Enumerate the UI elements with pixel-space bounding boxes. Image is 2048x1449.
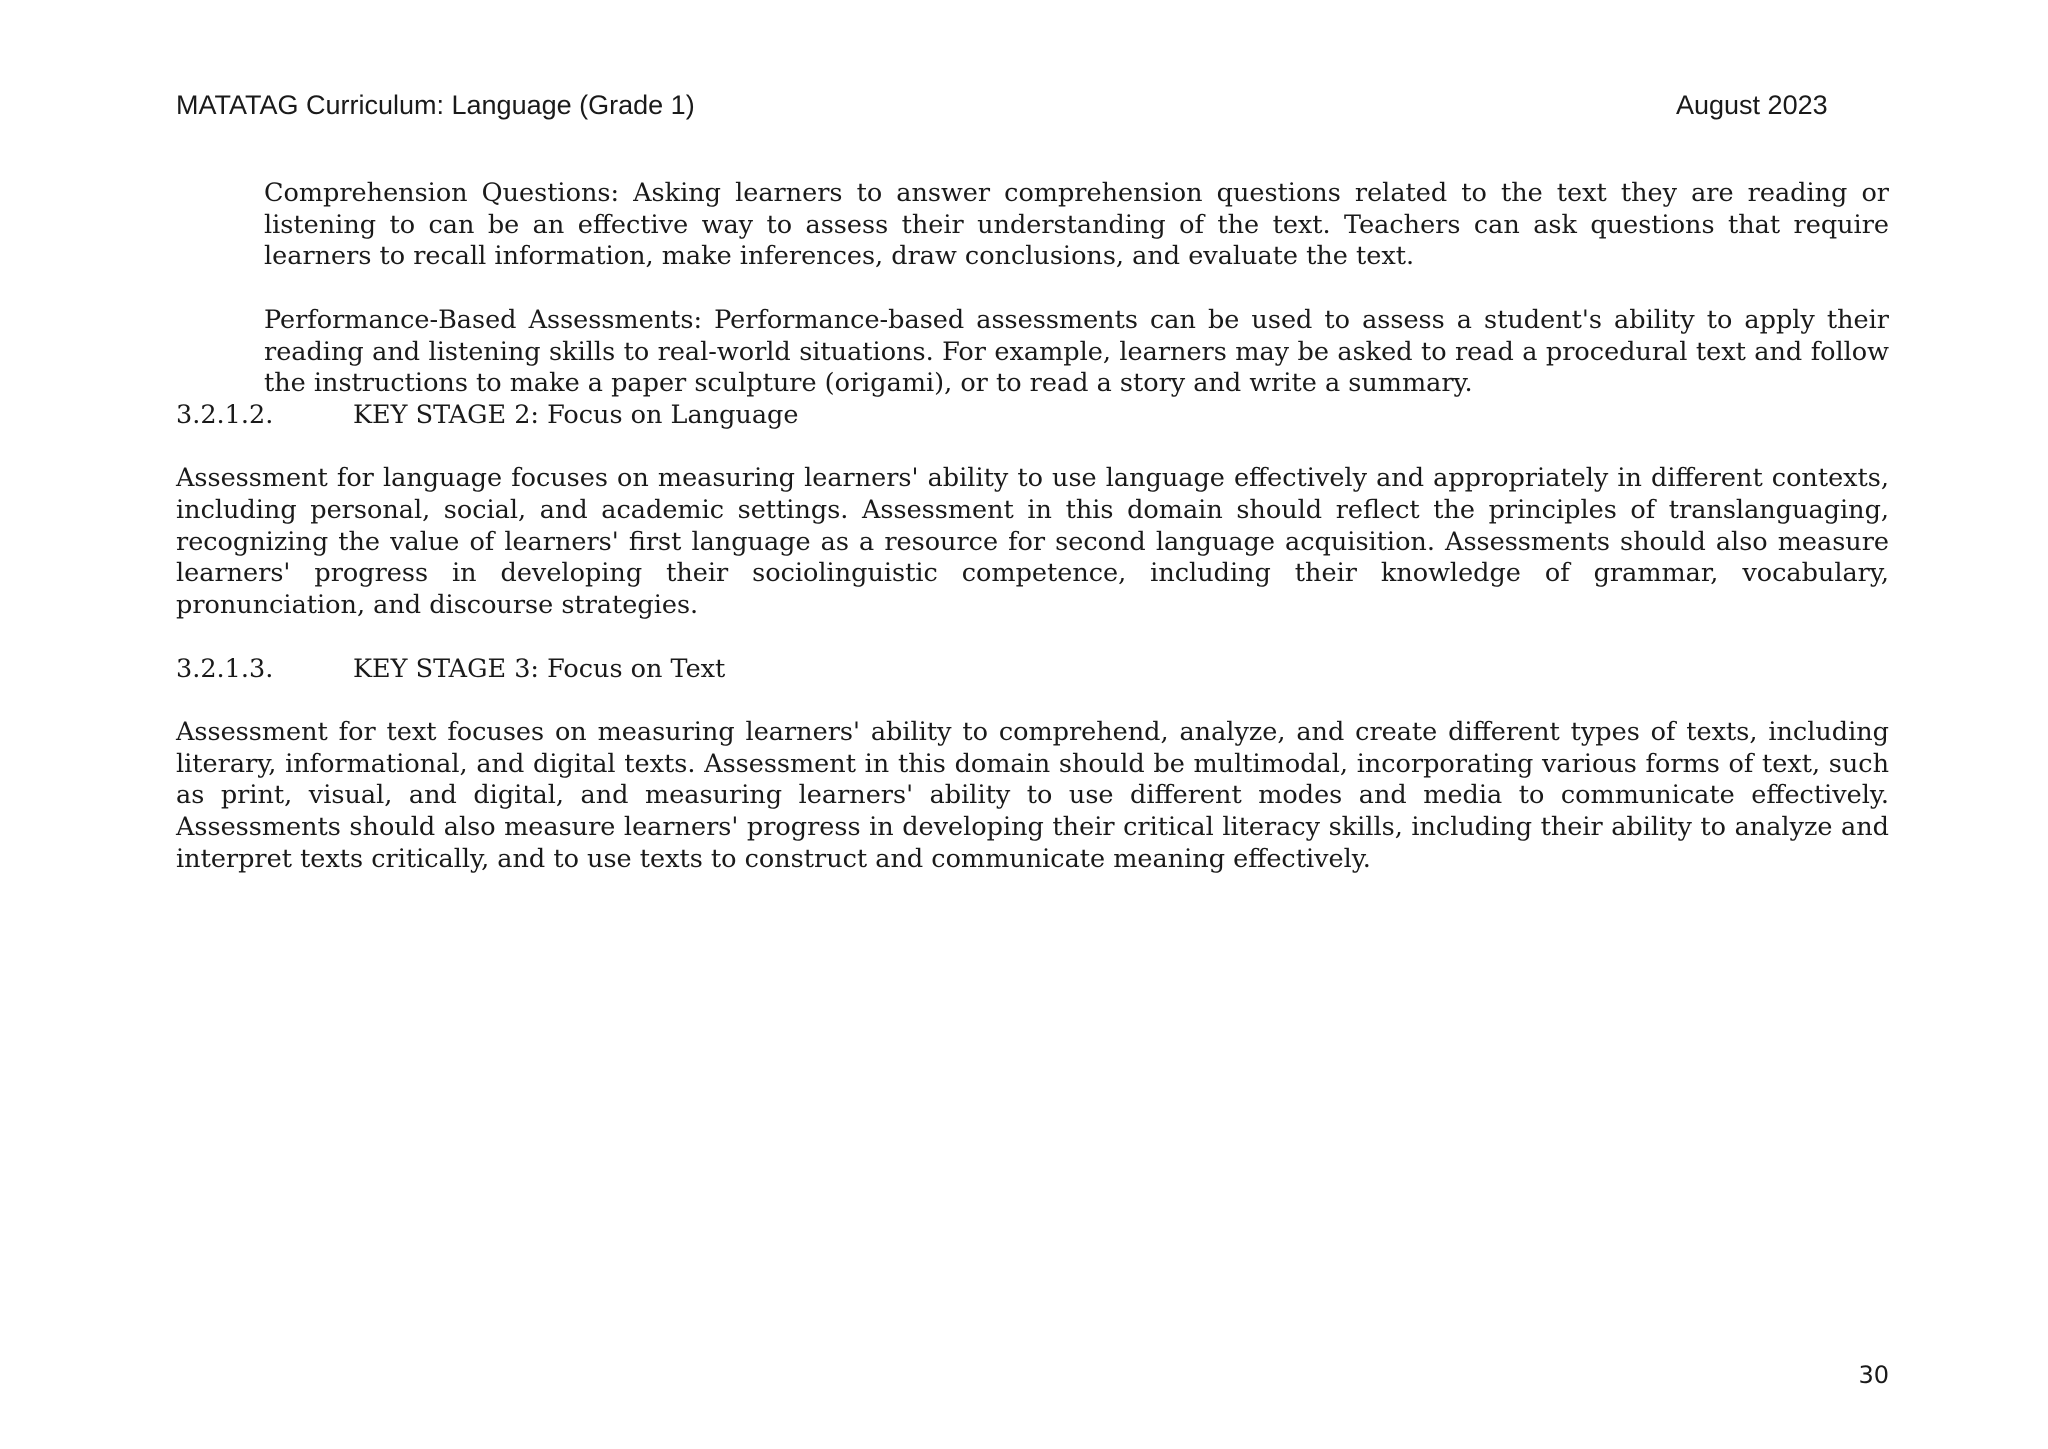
section-heading-ks3 [176,654,1889,686]
section-number: 3.2.1.3. [176,653,274,684]
paragraph-text-assessment: Assessment for text focuses on measuring learners' ability to comprehend, analyze, and create different types of texts, including literary, informational, and digital texts. Assessment in this domain should be multimodal, incorporating various forms of text, such as print, visual, and digital, and measuring learners' ability to use different modes and media to communicate effectively. Assessments should also measure learners' progress in developing their critical literacy skills, including their ability to analyze and interpret texts critically, and to use texts to construct and communicate meaning effectively. [176,716,1889,874]
section-title: KEY STAGE 2: Focus on Language [353,399,799,430]
section-title: KEY STAGE 3: Focus on Text [353,653,726,684]
page-body [176,178,1889,875]
paragraph-performance-assessments: Performance-Based Assessments: Performance-based assessments can be used to assess a student's ability to apply their reading and listening skills to real-world situations. For example, learners may be asked to read a procedural text and follow the instructions to make a paper sculpture (origami), or to read a story and write a summary. [264,304,1889,399]
document-title: MATATAG Curriculum: Language (Grade 1) [176,90,695,120]
page-header [176,88,1828,128]
paragraph-language-assessment: Assessment for language focuses on measuring learners' ability to use language effectively and appropriately in different contexts, including personal, social, and academic settings. Assessment in this domain should reflect the principles of translanguaging, recognizing the value of learners' first language as a resource for second language acquisition. Assessments should also measure learners' progress in developing their sociolinguistic competence, including their knowledge of grammar, vocabulary, pronunciation, and discourse strategies. [176,463,1889,621]
page-number: 30 [1858,1361,1889,1389]
document-date: August 2023 [1676,90,1828,120]
paragraph-comprehension-questions: Comprehension Questions: Asking learners to answer comprehension questions related to the text they are reading or listening to can be an effective way to assess their understanding of the text. Teachers can ask questions that require learners to recall information, make inferences, draw conclusions, and evaluate the text. [264,178,1889,272]
section-number: 3.2.1.2. [176,399,274,430]
section-heading-ks2 [176,400,1889,432]
